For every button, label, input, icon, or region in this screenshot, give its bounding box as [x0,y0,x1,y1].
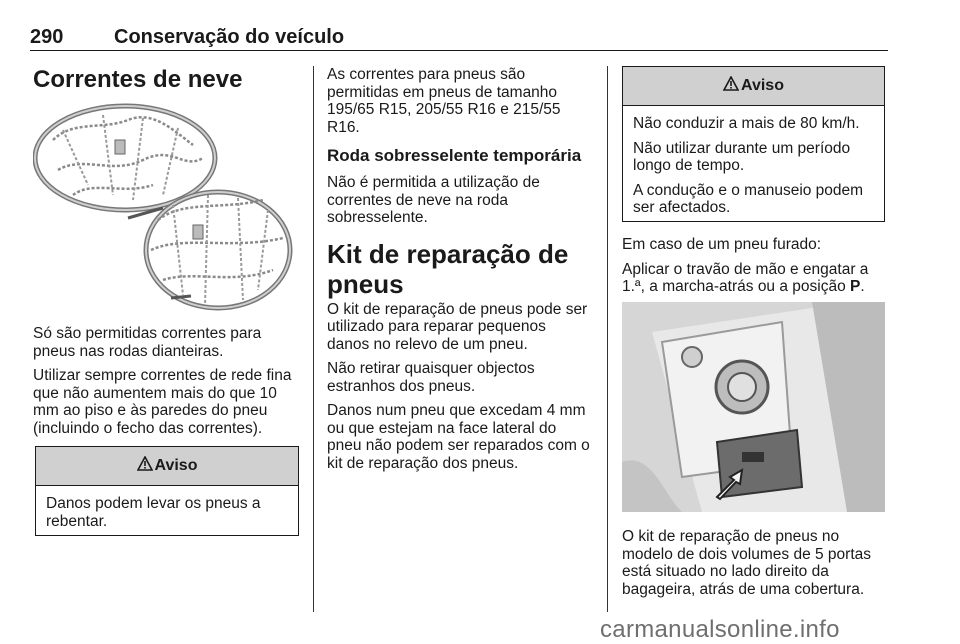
repair-kit-location-illustration [622,302,885,512]
warning-header [623,67,884,106]
warning-title: Aviso [741,77,784,94]
page-number: 290 [30,26,64,48]
watermark: carmanualsonline.info [600,616,840,643]
warning-icon [723,76,739,96]
warning-line: A condução e o manuseio podem ser afectados. [633,181,864,216]
warning-box-1 [35,446,299,536]
paragraph: As correntes para pneus são permitidas em pneus de tamanho 195/65 R15, 205/55 R16 e 215/55 R16. [327,66,561,136]
paragraph: Só são permitidas correntes para pneus nas rodas dianteiras. [33,325,262,360]
paragraph: O kit de reparação de pneus pode ser utilizado para reparar pequenos danos no relevo de um pneu. [327,300,588,353]
warning-line: Não conduzir a mais de 80 km/h. [633,115,860,132]
figure-caption: O kit de reparação de pneus no modelo de dois volumes de 5 portas está situado no lado direito da bagageira, atrás de uma cobertura. [622,528,872,598]
warning-title: Aviso [154,457,198,474]
chapter-title: Conservação do veículo [114,26,345,48]
paragraph: Aplicar o travão de mão e engatar a 1.ª, a marcha-atrás ou a posição P. [622,260,869,295]
subsection-title: Roda sobresselente temporária [327,146,582,165]
section-title-repair-kit: Kit de reparação de pneus [327,238,569,299]
warning-line: Não utilizar durante um período longo de tempo. [633,139,851,174]
column-divider-2 [607,66,608,612]
section-title-snow-chains: Correntes de neve [33,66,243,93]
column-2 [327,66,592,479]
column-divider-1 [313,66,314,612]
column-3-text [622,236,886,303]
paragraph: Não retirar quaisquer objectos estranhos dos pneus. [327,360,535,395]
warning-icon [137,456,153,476]
warning-header [36,447,298,486]
paragraph: Em caso de um pneu furado: [622,236,822,253]
column-1-text [33,325,301,444]
column-3-caption [622,528,886,605]
snow-chains-illustration [33,100,298,312]
paragraph: Não é permitida a utilização de correntes de neve na roda sobresselente. [327,174,540,226]
paragraph: Utilizar sempre correntes de rede fina que não aumentem mais do que 10 mm ao piso e às paredes do pneu (incluindo o fecho das correntes). [33,367,292,437]
header-rule [30,50,888,51]
page-header [30,26,886,48]
warning-text: Danos podem levar os pneus a rebentar. [46,495,261,530]
paragraph: Danos num pneu que excedam 4 mm ou que estejam na face lateral do pneu não podem ser reparados com o kit de reparação dos pneus. [327,402,590,472]
warning-box-2 [622,66,885,222]
column-1 [33,66,301,94]
